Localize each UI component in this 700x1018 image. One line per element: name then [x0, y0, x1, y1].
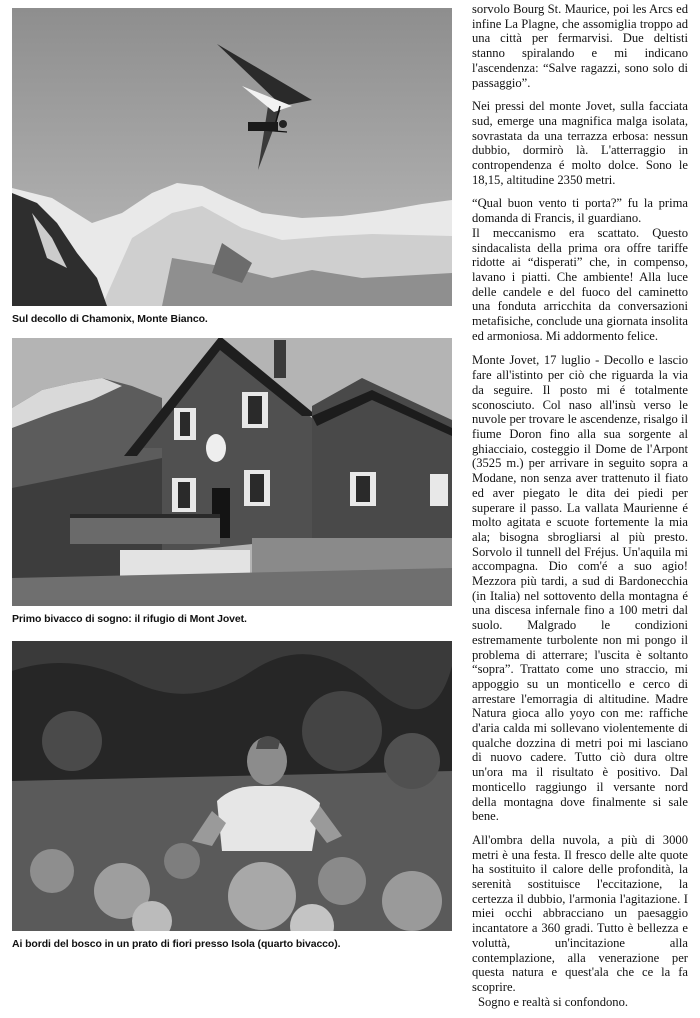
photo-mont-jovet-refuge	[12, 338, 452, 606]
article-text-column	[472, 2, 688, 1018]
article-paragraph: “Qual buon vento ti porta?” fu la prima domanda di Francis, il guardiano.	[472, 196, 688, 226]
photo-flower-meadow	[12, 641, 452, 931]
article-paragraph: Nei pressi del monte Jovet, sulla facciata sud, emerge una magnifica malga isolata, sovrastata da una terrazza erbosa: nessun dubbio, dormirò là. L'atterraggio in contropendenza é molto dolce. Sono le 18,15, altitudine 2350 metri.	[472, 99, 688, 187]
caption-chamonix: Sul decollo di Chamonix, Monte Bianco.	[12, 313, 208, 325]
article-paragraph: Monte Jovet, 17 luglio - Decollo e lascio fare all'istinto per ciò che riguarda la via da seguire. Il posto mi é totalmente sconosciuto. Col naso all'insù verso le nuvole per trovare le ascendenze, risalgo il fiume Doron fino alla sua sorgente al ghiacciaio, costeggio il Dome de l'Arpont (3525 m.) per arrivare in seguito sopra a Modane, non senza aver trattenuto il fiato ed aver piegato le dita dei piedi per superare il passo. La vallata Maurienne é molto agitata e scuote fortemente la mia ala; bisogna sbrogliarsi al più presto. Sorvolo il tunnell del Fréjus. Un'aquila mi accompagna. Dio com'é a suo agio! Mezzora più tardi, a sud di Bardonecchia (in Italia) nel sottovento della montagna é una discesa infernale fino a 100 metri dal suolo. Malgrado le condizioni estremamente turbolente non mi pongo il problema di atterrare; l'uscita è soltanto “sopra”. Trattato come uno straccio, mi appoggio su un monticello e cerco di arrestare l'emorragia di altitudine. Madre Natura gioca allo yoyo con me: raffiche d'aria calda mi sollevano violentemente di qualche dozzina di metri poi mi lasciano di nuovo cadere. Tutto ciò dura oltre un'ora ma il risultato è positivo. Dal monticello raggiungo il versante nord della montagna dove finalmente si sale bene.	[472, 353, 688, 824]
article-paragraph: sorvolo Bourg St. Maurice, poi les Arcs ed infine La Plagne, che assomiglia troppo ad una città per fermarvisi. Due deltisti stanno spiralando e mi indicano l'ascendenza: “Salve ragazzi, sono solo di passaggio”.	[472, 2, 688, 90]
photo-hang-glider-mont-blanc	[12, 8, 452, 306]
caption-meadow: Ai bordi del bosco in un prato di fiori presso Isola (quarto bivacco).	[12, 938, 341, 950]
caption-refuge: Primo bivacco di sogno: il rifugio di Mont Jovet.	[12, 613, 247, 625]
article-paragraph: Sogno e realtà si confondono.	[478, 994, 629, 1009]
article-paragraph: Il meccanismo era scattato. Questo sindacalista della prima ora offre tariffe ridotte ai “disperati” che, in compenso, lavano i piatti. Che ambiente! Alla luce delle candele e del fuoco del caminetto una fonduta arricchita da conversazioni metafisiche, conclude una giornata insolita ed armoniosa. Mi addormento felice.	[472, 225, 688, 343]
article-paragraph: All'ombra della nuvola, a più di 3000 metri è una festa. Il fresco delle alte quote ha sostituito il calore delle profondità, la serenità sostituisce l'eccitazione, la certezza il dubbio, l'armonia l'agitazione. I miei occhi abbracciano un paesaggio incantatore a 360 gradi. Tutto è bellezza e voluttà, un'incitazione alla contemplazione, alla venerazione per questa natura e quest'ala che ce la fa scoprire.	[472, 832, 688, 994]
